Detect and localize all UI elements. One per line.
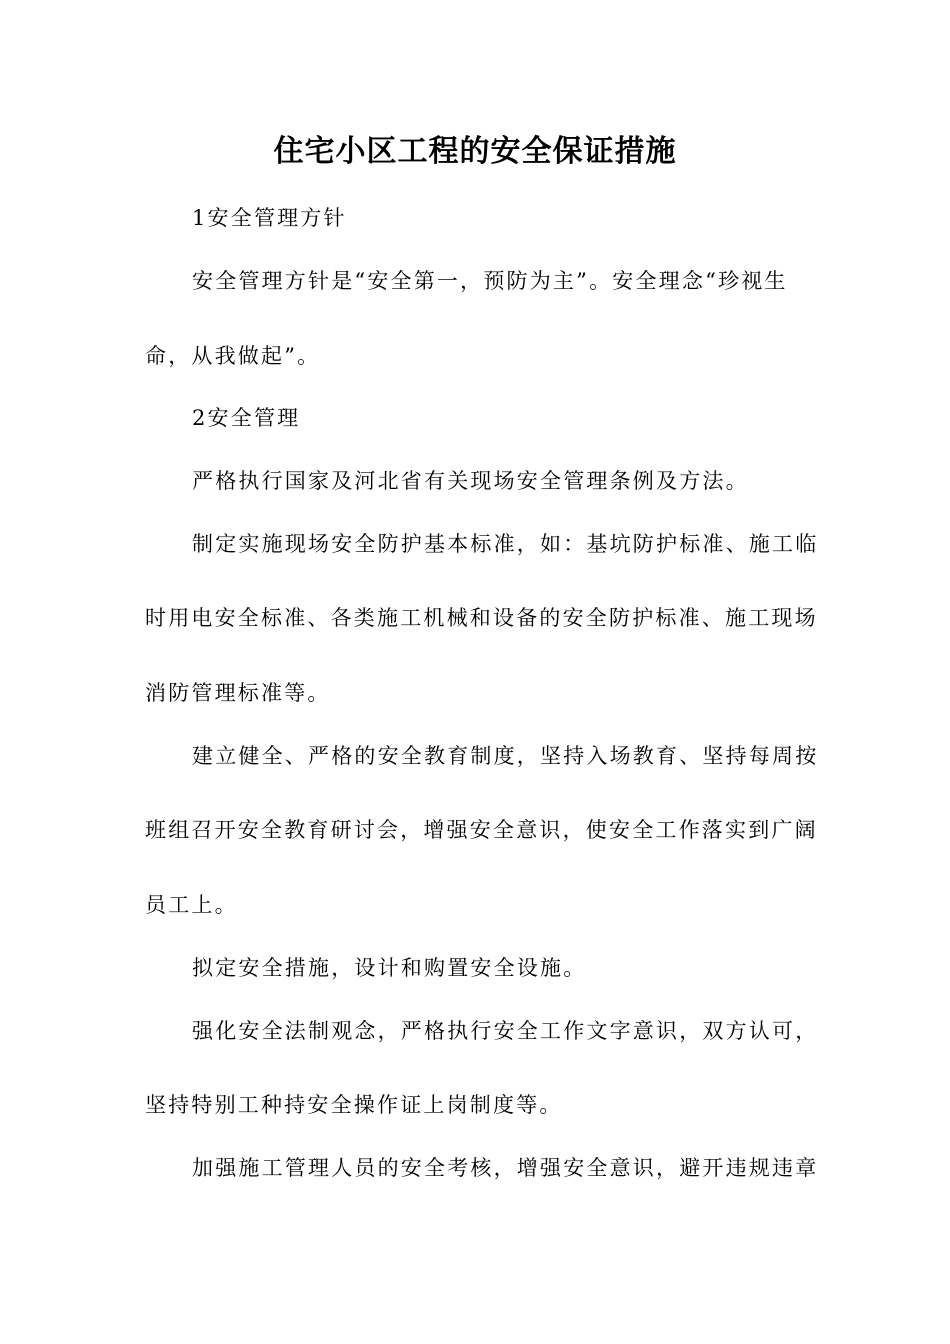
paragraph-line: 消防管理标准等。	[145, 681, 331, 705]
paragraph-line: 拟定安全措施，设计和购置安全设施。	[192, 956, 587, 980]
paragraph-line: 坚持特别工种持安全操作证上岗制度等。	[145, 1093, 563, 1117]
section-heading-1: 1安全管理方针	[192, 206, 347, 230]
paragraph-line: 时用电安全标准、各类施工机械和设备的安全防护标准、施工现场	[145, 606, 818, 630]
paragraph-line: 班组召开安全教育研讨会，增强安全意识，使安全工作落实到广阔	[145, 818, 818, 842]
paragraph-line: 强化安全法制观念，严格执行安全工作文字意识，双方认可，	[192, 1019, 819, 1043]
paragraph-line: 命，从我做起”。	[145, 344, 321, 368]
paragraph-line: 制定实施现场安全防护基本标准，如：基坑防护标准、施工临	[192, 532, 819, 556]
document-title: 住宅小区工程的安全保证措施	[273, 134, 677, 169]
paragraph-line: 加强施工管理人员的安全考核，增强安全意识，避开违规违章	[192, 1156, 819, 1180]
paragraph-line: 建立健全、严格的安全教育制度，坚持入场教育、坚持每周按	[192, 744, 819, 768]
paragraph-line: 安全管理方针是“安全第一，预防为主”。安全理念“珍视生	[192, 269, 788, 293]
paragraph-line: 严格执行国家及河北省有关现场安全管理条例及方法。	[192, 469, 749, 493]
paragraph-line: 员工上。	[145, 893, 238, 917]
section-heading-2: 2安全管理	[192, 406, 301, 430]
